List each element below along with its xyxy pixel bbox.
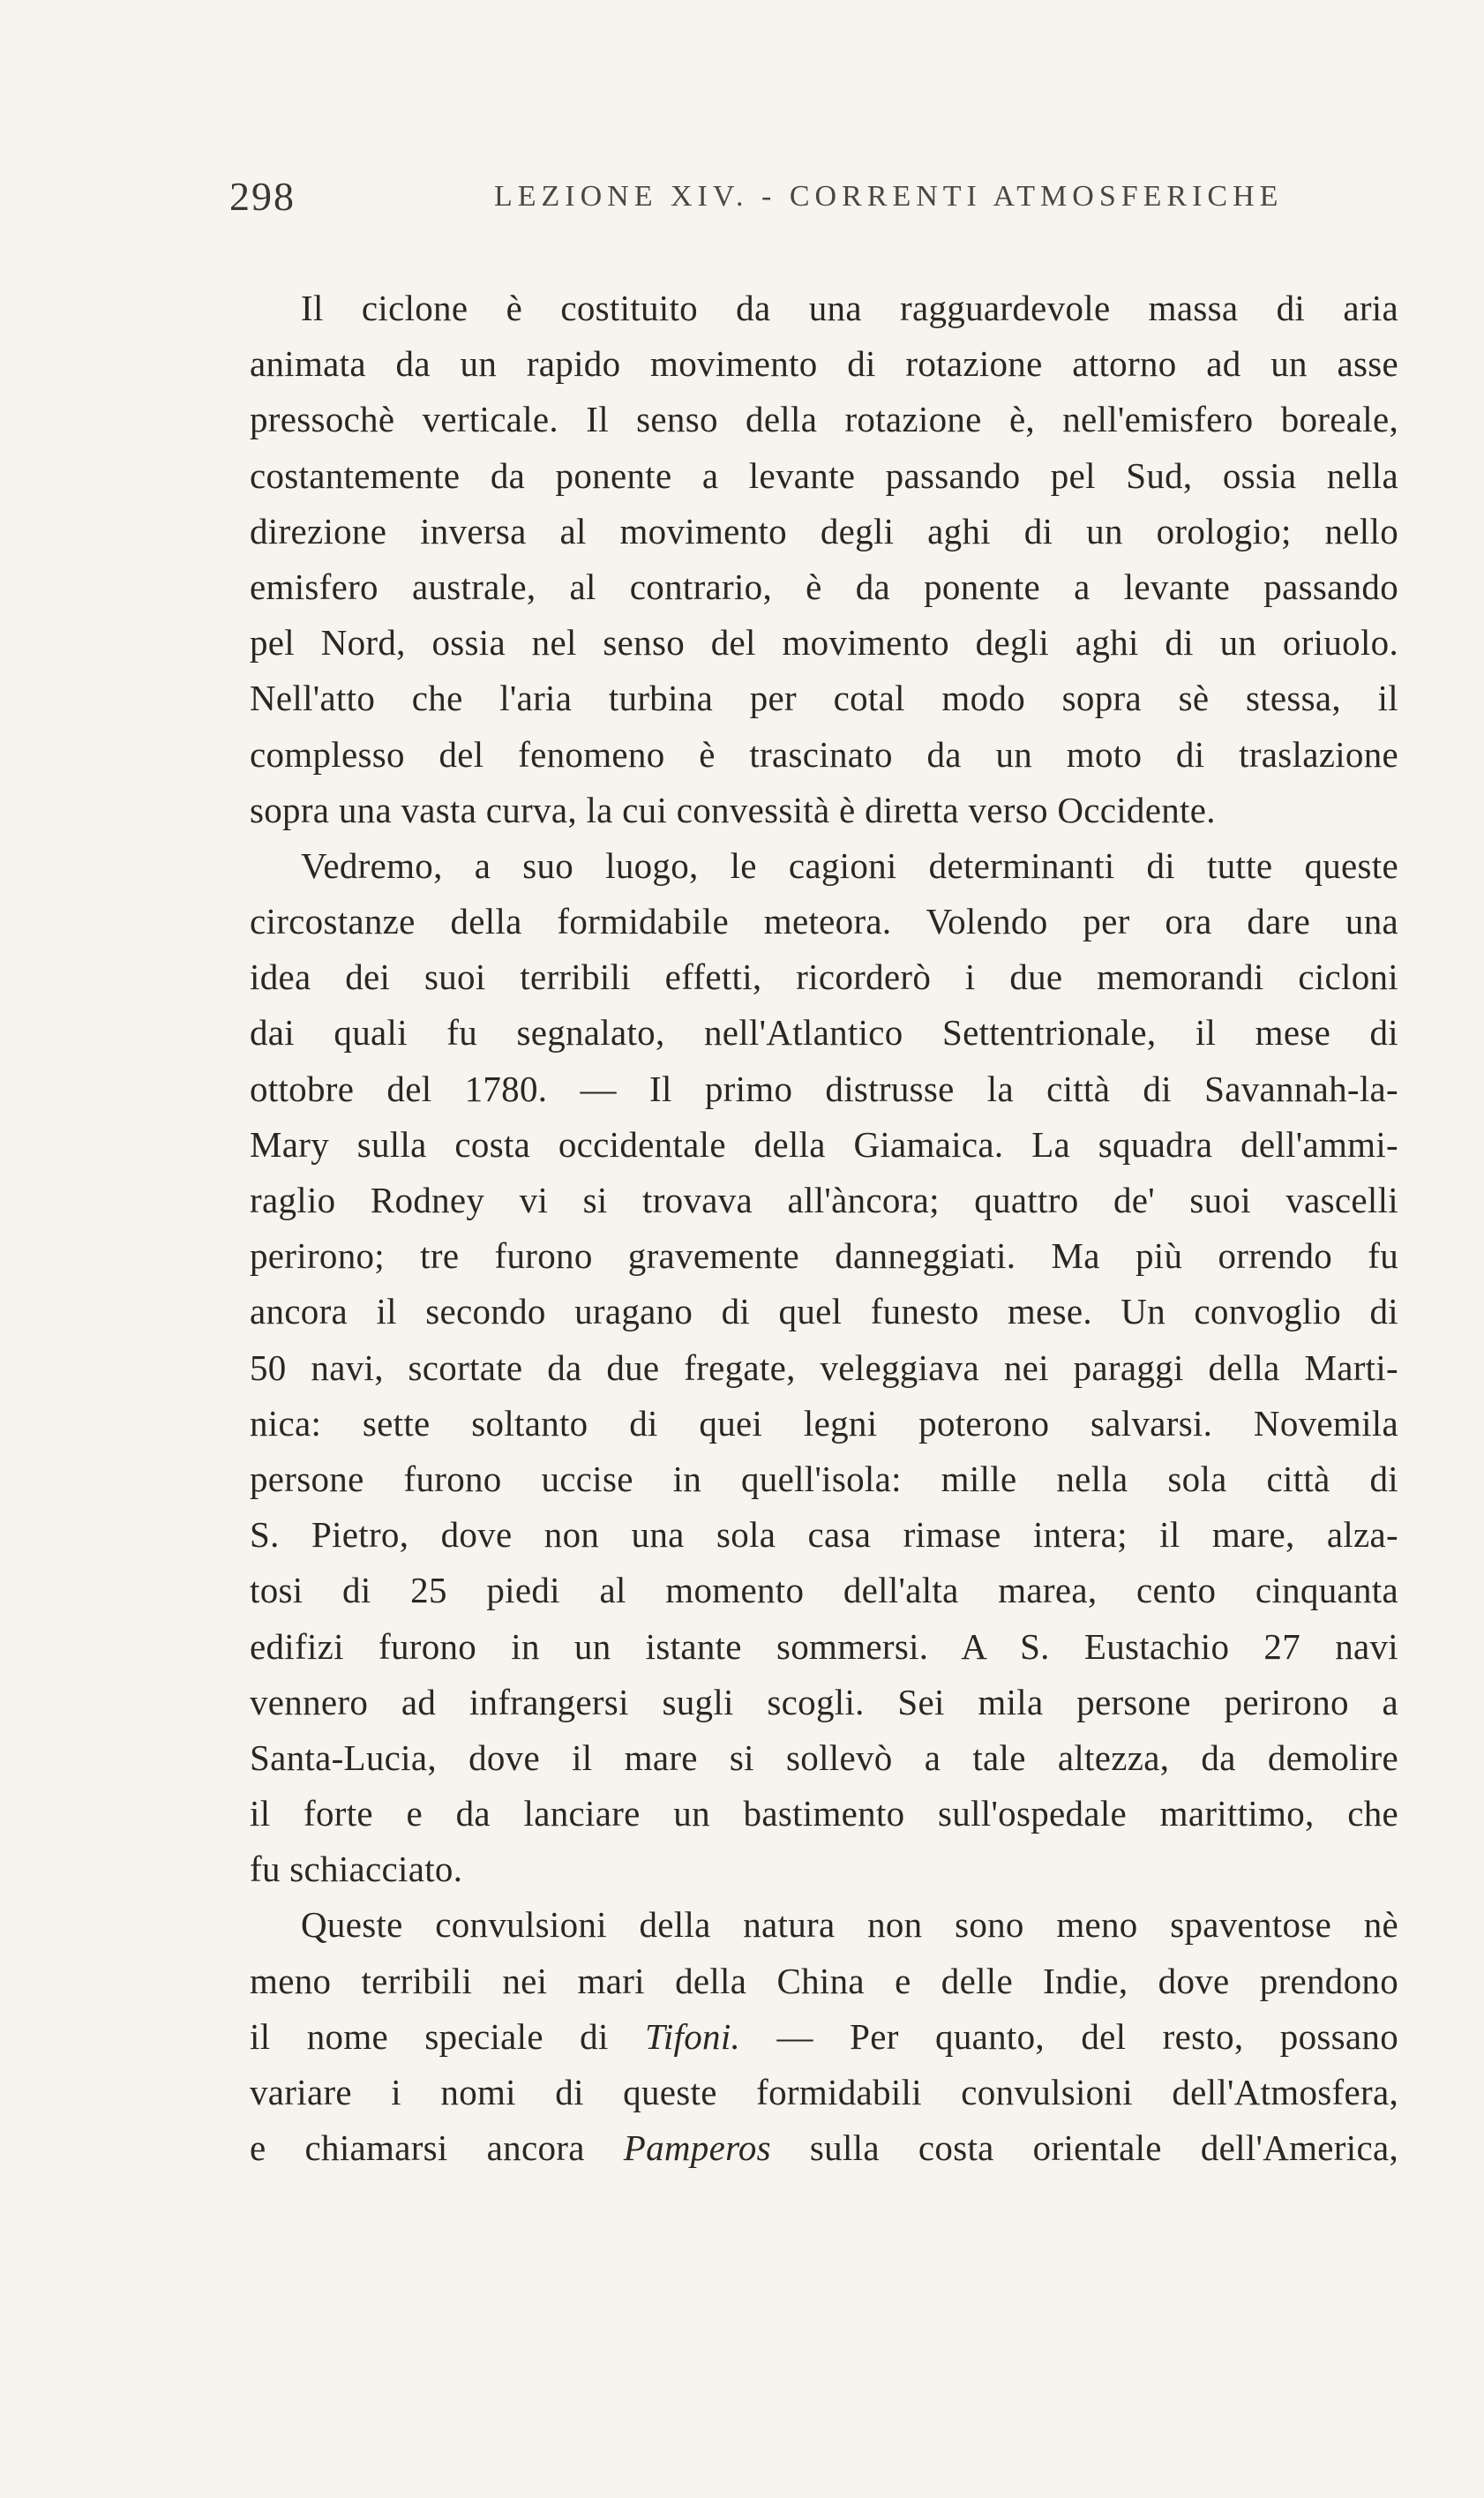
text-line: idea dei suoi terribili effetti, ricorderò i due memorandi cicloni: [250, 956, 1398, 998]
text-line: nica: sette soltanto di quei legni poterono salvarsi. Novemila: [250, 1402, 1398, 1444]
text-line: tosi di 25 piedi al momento dell'alta marea, cento cinquanta: [250, 1570, 1398, 1611]
text-line: complesso del fenomeno è trascinato da un moto di traslazione: [250, 733, 1398, 775]
text-line: Santa-Lucia, dove il mare si sollevò a tale altezza, da demolire: [250, 1737, 1398, 1778]
body-text: [250, 281, 1398, 2176]
text-line: costantemente da ponente a levante passando pel Sud, ossia nella: [250, 454, 1398, 496]
text-line: raglio Rodney vi si trovava all'àncora; quattro de' suoi vascelli: [250, 1180, 1398, 1220]
text-line: pressochè verticale. Il senso della rotazione è, nell'emisfero boreale,: [250, 399, 1398, 440]
running-head: LEZIONE XIV. - CORRENTI ATMOSFERICHE: [494, 180, 1284, 213]
text-line: circostanze della formidabile meteora. Volendo per ora dare una: [250, 901, 1398, 942]
text-line: 50 navi, scortate da due fregate, veleggiava nei paraggi della Marti-: [250, 1347, 1398, 1388]
text-line: meno terribili nei mari della China e delle Indie, dove prendono: [250, 1960, 1398, 2001]
text-line: pel Nord, ossia nel senso del movimento degli aghi di un oriuolo.: [250, 622, 1398, 664]
text-line: edifizi furono in un istante sommersi. A S. Eustachio 27 navi: [250, 1625, 1398, 1667]
text-line: vennero ad infrangersi sugli scogli. Sei mila persone perirono a: [250, 1681, 1398, 1722]
text-line: [250, 2009, 1398, 2065]
text-segment: — Per quanto, del resto, possano: [740, 2015, 1398, 2057]
page-number: 298: [229, 174, 296, 219]
text-line: il forte e da lanciare un bastimento sull'ospedale marittimo, che: [250, 1793, 1398, 1834]
page-header: [229, 173, 1394, 226]
text-line: ancora il secondo uragano di quel funesto mese. Un convoglio di: [250, 1291, 1398, 1332]
text-line: S. Pietro, dove non una sola casa rimase intera; il mare, alza-: [250, 1514, 1398, 1556]
text-line: Mary sulla costa occidentale della Giamaica. La squadra dell'ammi-: [250, 1123, 1398, 1165]
text-line: ottobre del 1780. — Il primo distrusse la città di Savannah-la-: [250, 1068, 1398, 1109]
text-line: Vedremo, a suo luogo, le cagioni determinanti di tutte queste: [301, 844, 1398, 886]
text-line: persone furono uccise in quell'isola: mille nella sola città di: [250, 1458, 1398, 1499]
text-line: sopra una vasta curva, la cui convessità è diretta verso Occidente.: [250, 789, 1216, 830]
italic-term: Tifoni.: [645, 2015, 741, 2057]
text-line: variare i nomi di queste formidabili convulsioni dell'Atmosfera,: [250, 2072, 1398, 2112]
text-line: Nell'atto che l'aria turbina per cotal modo sopra sè stessa, il: [250, 678, 1398, 719]
text-line: perirono; tre furono gravemente danneggiati. Ma più orrendo fu: [250, 1235, 1398, 1277]
text-line: [250, 2120, 1398, 2176]
text-segment: e chiamarsi ancora: [250, 2127, 624, 2169]
text-line: direzione inversa al movimento degli aghi di un orologio; nello: [250, 510, 1398, 551]
text-line: fu schiacciato.: [250, 1849, 463, 1890]
text-line: Il ciclone è costituito da una ragguardevole massa di aria: [301, 288, 1398, 328]
text-line: Queste convulsioni della natura non sono meno spaventose nè: [301, 1904, 1398, 1946]
text-segment: il nome speciale di: [250, 2015, 646, 2057]
text-segment: sulla costa orientale dell'America,: [770, 2127, 1398, 2169]
text-line: emisfero australe, al contrario, è da ponente a levante passando: [250, 566, 1398, 607]
text-line: dai quali fu segnalato, nell'Atlantico Settentrionale, il mese di: [250, 1012, 1398, 1054]
italic-term: Pamperos: [623, 2127, 771, 2169]
text-line: animata da un rapido movimento di rotazione attorno ad un asse: [250, 343, 1398, 385]
